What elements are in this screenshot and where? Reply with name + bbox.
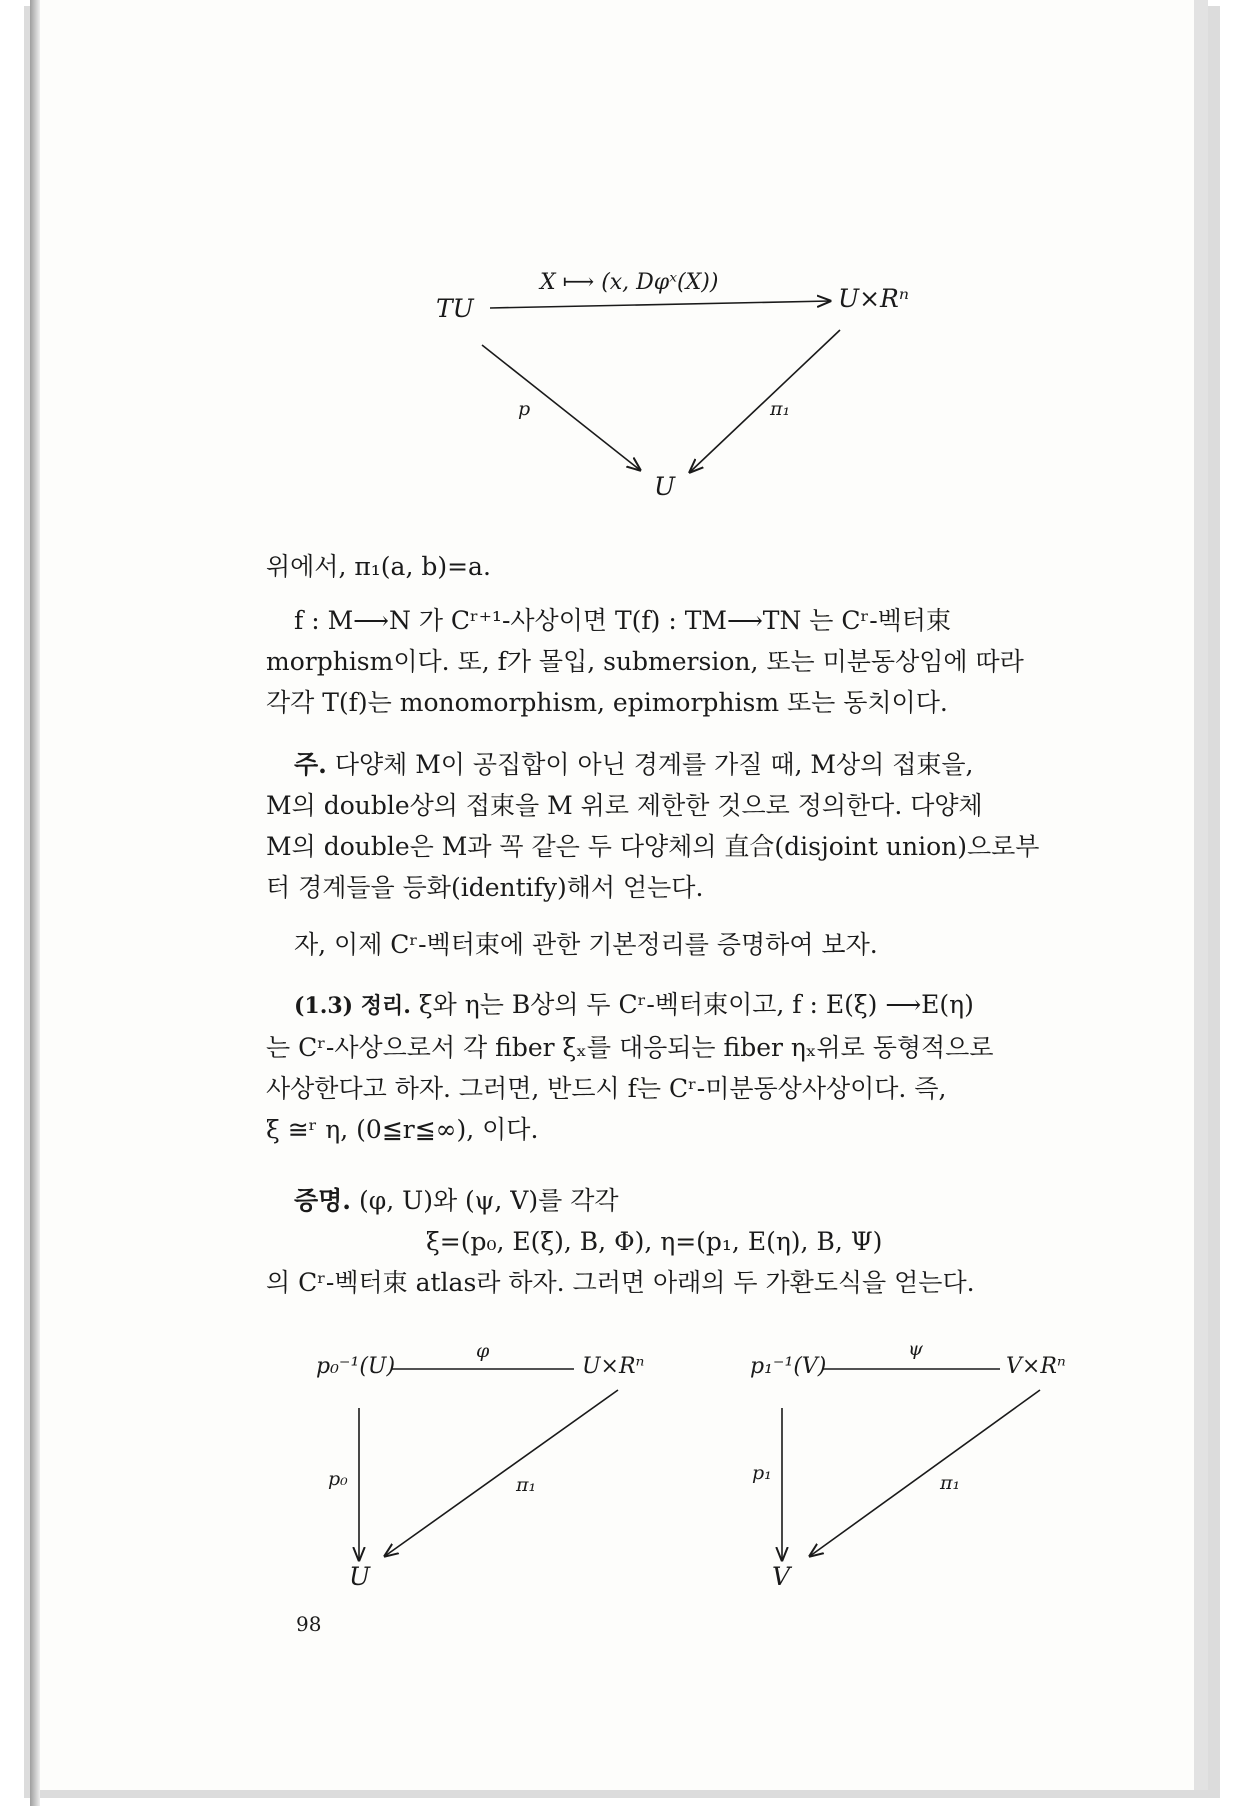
note-line-2: M의 double상의 접束을 M 위로 제한한 것으로 정의한다. 다양체 <box>266 791 983 820</box>
diagram2-top-label: φ <box>476 1340 490 1362</box>
diagram2-right-arrow <box>385 1390 618 1556</box>
proof-label: 증명. <box>294 1186 352 1215</box>
diagram1-left-label: p <box>518 398 531 420</box>
note-line-1: 다양체 M이 공집합이 아닌 경계를 가질 때, M상의 접束을, <box>334 750 974 779</box>
diagram3-right-label: π₁ <box>940 1472 961 1494</box>
diagram1-bottom: U <box>654 472 676 501</box>
diagram1-top-label: X ⟼ (x, Dφˣ(X)) <box>540 270 719 295</box>
page-number: 98 <box>296 1612 322 1636</box>
diagram3-top-label: ψ <box>908 1338 923 1360</box>
diagram1-right-label: π₁ <box>770 398 791 420</box>
proof-line-1: (φ, U)와 (ψ, V)를 각각 <box>358 1186 619 1215</box>
diagram2-right-label: π₁ <box>516 1474 537 1496</box>
theorem-line-1: ξ와 η는 B상의 두 Cʳ-벡터束이고, f : E(ξ) ⟶E(η) <box>418 990 974 1019</box>
proof-formula: ξ=(p₀, E(ξ), B, Φ), η=(p₁, E(η), B, Ψ) <box>426 1227 883 1256</box>
theorem-line-4: ξ ≅ʳ η, (0≦r≦∞), 이다. <box>266 1115 539 1144</box>
proof-line-2: 의 Cʳ-벡터束 atlas라 하자. 그러면 아래의 두 가환도식을 얻는다. <box>266 1268 975 1297</box>
diagram2-source: p₀⁻¹(U) <box>316 1354 396 1379</box>
note-label: 주. <box>294 750 327 779</box>
theorem-line-3: 사상한다고 하자. 그러면, 반드시 f는 Cʳ-미분동상사상이다. 즉, <box>266 1074 947 1103</box>
note-line-3: M의 double은 M과 꼭 같은 두 다양체의 直合(disjoint union)으로부 <box>266 832 1040 861</box>
morphism-line-3: 각각 T(f)는 monomorphism, epimorphism 또는 동치이다. <box>266 688 948 717</box>
diagram1-source: TU <box>436 294 474 323</box>
morphism-line-2: morphism이다. 또, f가 몰입, submersion, 또는 미분동상임에 따라 <box>266 647 1024 676</box>
diagram3-left-label: p₁ <box>752 1462 772 1484</box>
theorem-line-2: 는 Cʳ-사상으로서 각 fiber ξₓ를 대응되는 fiber ηₓ위로 동형적으로 <box>266 1033 994 1062</box>
diagram2-left-label: p₀ <box>328 1468 348 1490</box>
morphism-line-1: f : M⟶N 가 Cʳ⁺¹-사상이면 T(f) : TM⟶TN 는 Cʳ-벡터束 <box>294 606 951 635</box>
diagram2-bottom: U <box>349 1562 371 1591</box>
diagram3-target: V×Rⁿ <box>1006 1354 1066 1379</box>
note-line-4: 터 경계들을 등화(identify)해서 얻는다. <box>266 873 704 902</box>
diagram2-target: U×Rⁿ <box>582 1354 645 1379</box>
diagram3-bottom: V <box>772 1562 791 1591</box>
theorem-label: (1.3) 정리. <box>294 993 411 1019</box>
intro-theorem-line: 자, 이제 Cʳ-벡터束에 관한 기본정리를 증명하여 보자. <box>294 930 878 959</box>
diagram3-right-arrow <box>810 1390 1040 1556</box>
pi1-definition: 위에서, π₁(a, b)=a. <box>266 552 491 581</box>
diagram1-target: U×Rⁿ <box>838 284 909 313</box>
diagram3-source: p₁⁻¹(V) <box>750 1354 827 1379</box>
